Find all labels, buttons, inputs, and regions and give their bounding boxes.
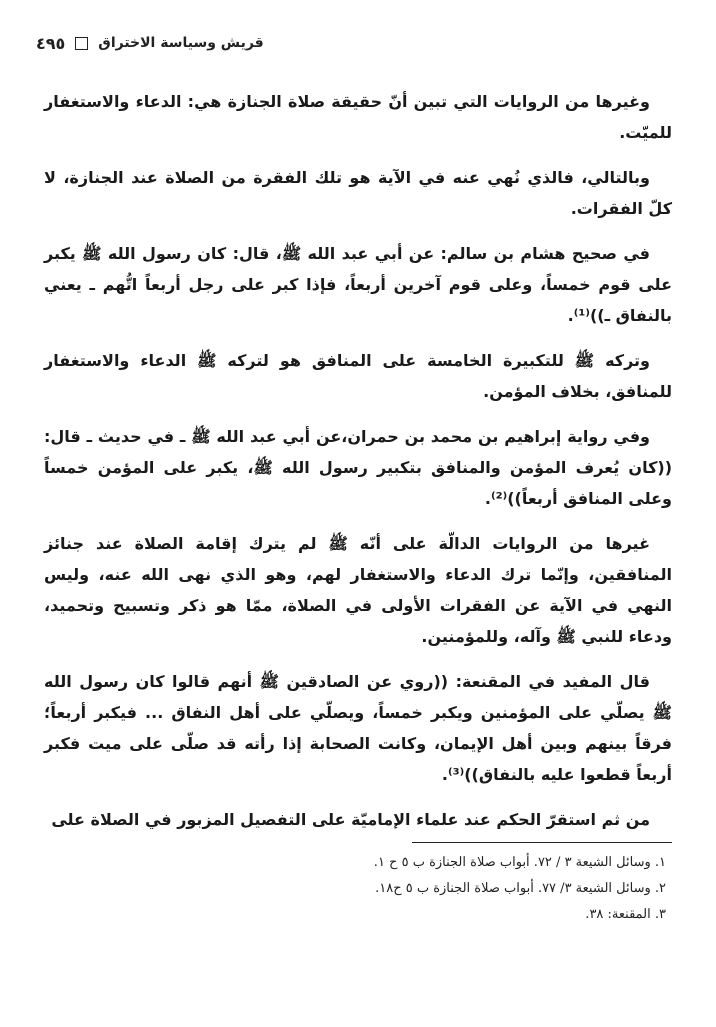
- paragraph: وبالتالي، فالذي نُهي عنه في الآية هو تلك الفقرة من الصلاة عند الجنازة، لا كلّ الفقرات.: [44, 168, 672, 218]
- paragraph: قال المفيد في المقنعة: ((روي عن الصادقين ﷺ أنهم قالوا كان رسول الله ﷺ يصلّي على المؤمنين ويكبر خمساً، ويصلّي على أهل النفاق ... فيكبر أربعاً؛ فرقاً بينهم وبين أهل الإيمان، وكانت الصحابة إذا رأته قد صلّى على ميت فكبر أربعاً قطعوا عليه بالنفاق))⁽³⁾.: [44, 672, 672, 784]
- running-header: [36, 30, 680, 56]
- footnote: ٢. وسائل الشيعة ٣/ ٧٧. أبواب صلاة الجنازة ب ٥ ح١٨.: [375, 881, 666, 896]
- page-number: ٤٩٥: [36, 33, 66, 53]
- paragraph: وفي رواية إبراهيم بن محمد بن حمران،عن أبي عبد الله ﷺ ـ في حديث ـ قال: ((كان يُعرف المؤمن والمنافق بتكبير رسول الله ﷺ، يكبر على المؤمن خمساً وعلى المنافق أربعاً))⁽²⁾.: [44, 427, 672, 508]
- paragraph: من ثم استقرّ الحكم عند علماء الإماميّة على التفصيل المزبور في الصلاة على: [51, 810, 650, 829]
- footnote-divider: [412, 842, 672, 843]
- footnote: ١. وسائل الشيعة ٣ / ٧٢. أبواب صلاة الجنازة ب ٥ ح ١.: [373, 855, 666, 870]
- footnote: ٣. المقنعة: ٣٨.: [585, 907, 666, 922]
- running-title: قريش وسياسة الاختراق: [98, 35, 264, 51]
- paragraph: وتركه ﷺ للتكبيرة الخامسة على المنافق هو لتركه ﷺ الدعاء والاستغفار للمنافق، بخلاف المؤمن.: [44, 351, 672, 401]
- square-ornament-icon: [75, 37, 88, 50]
- footnotes: [44, 850, 672, 928]
- paragraph: غيرها من الروايات الدالّة على أنّه ﷺ لم يترك إقامة الصلاة عند جنائز المنافقين، وإنّما ترك الدعاء والاستغفار لهم، وهو الذي نهى الله عنه، وليس النهي في الآية عن الفقرات الأولى في الصلاة، ممّا هو ذكر وتسبيح وتحميد، ودعاء للنبي ﷺ وآله، وللمؤمنين.: [44, 534, 672, 646]
- paragraph: في صحيح هشام بن سالم: عن أبي عبد الله ﷺ، قال: كان رسول الله ﷺ يكبر على قوم خمساً، وعلى قوم آخرين أربعاً، فإذا كبر على رجل أربعاً اتُّهم ـ يعني بالنفاق ـ))⁽¹⁾.: [44, 244, 672, 325]
- paragraph: وغيرها من الروايات التي تبين أنّ حقيقة صلاة الجنازة هي: الدعاء والاستغفار للميّت.: [44, 92, 672, 142]
- main-text: [44, 86, 672, 849]
